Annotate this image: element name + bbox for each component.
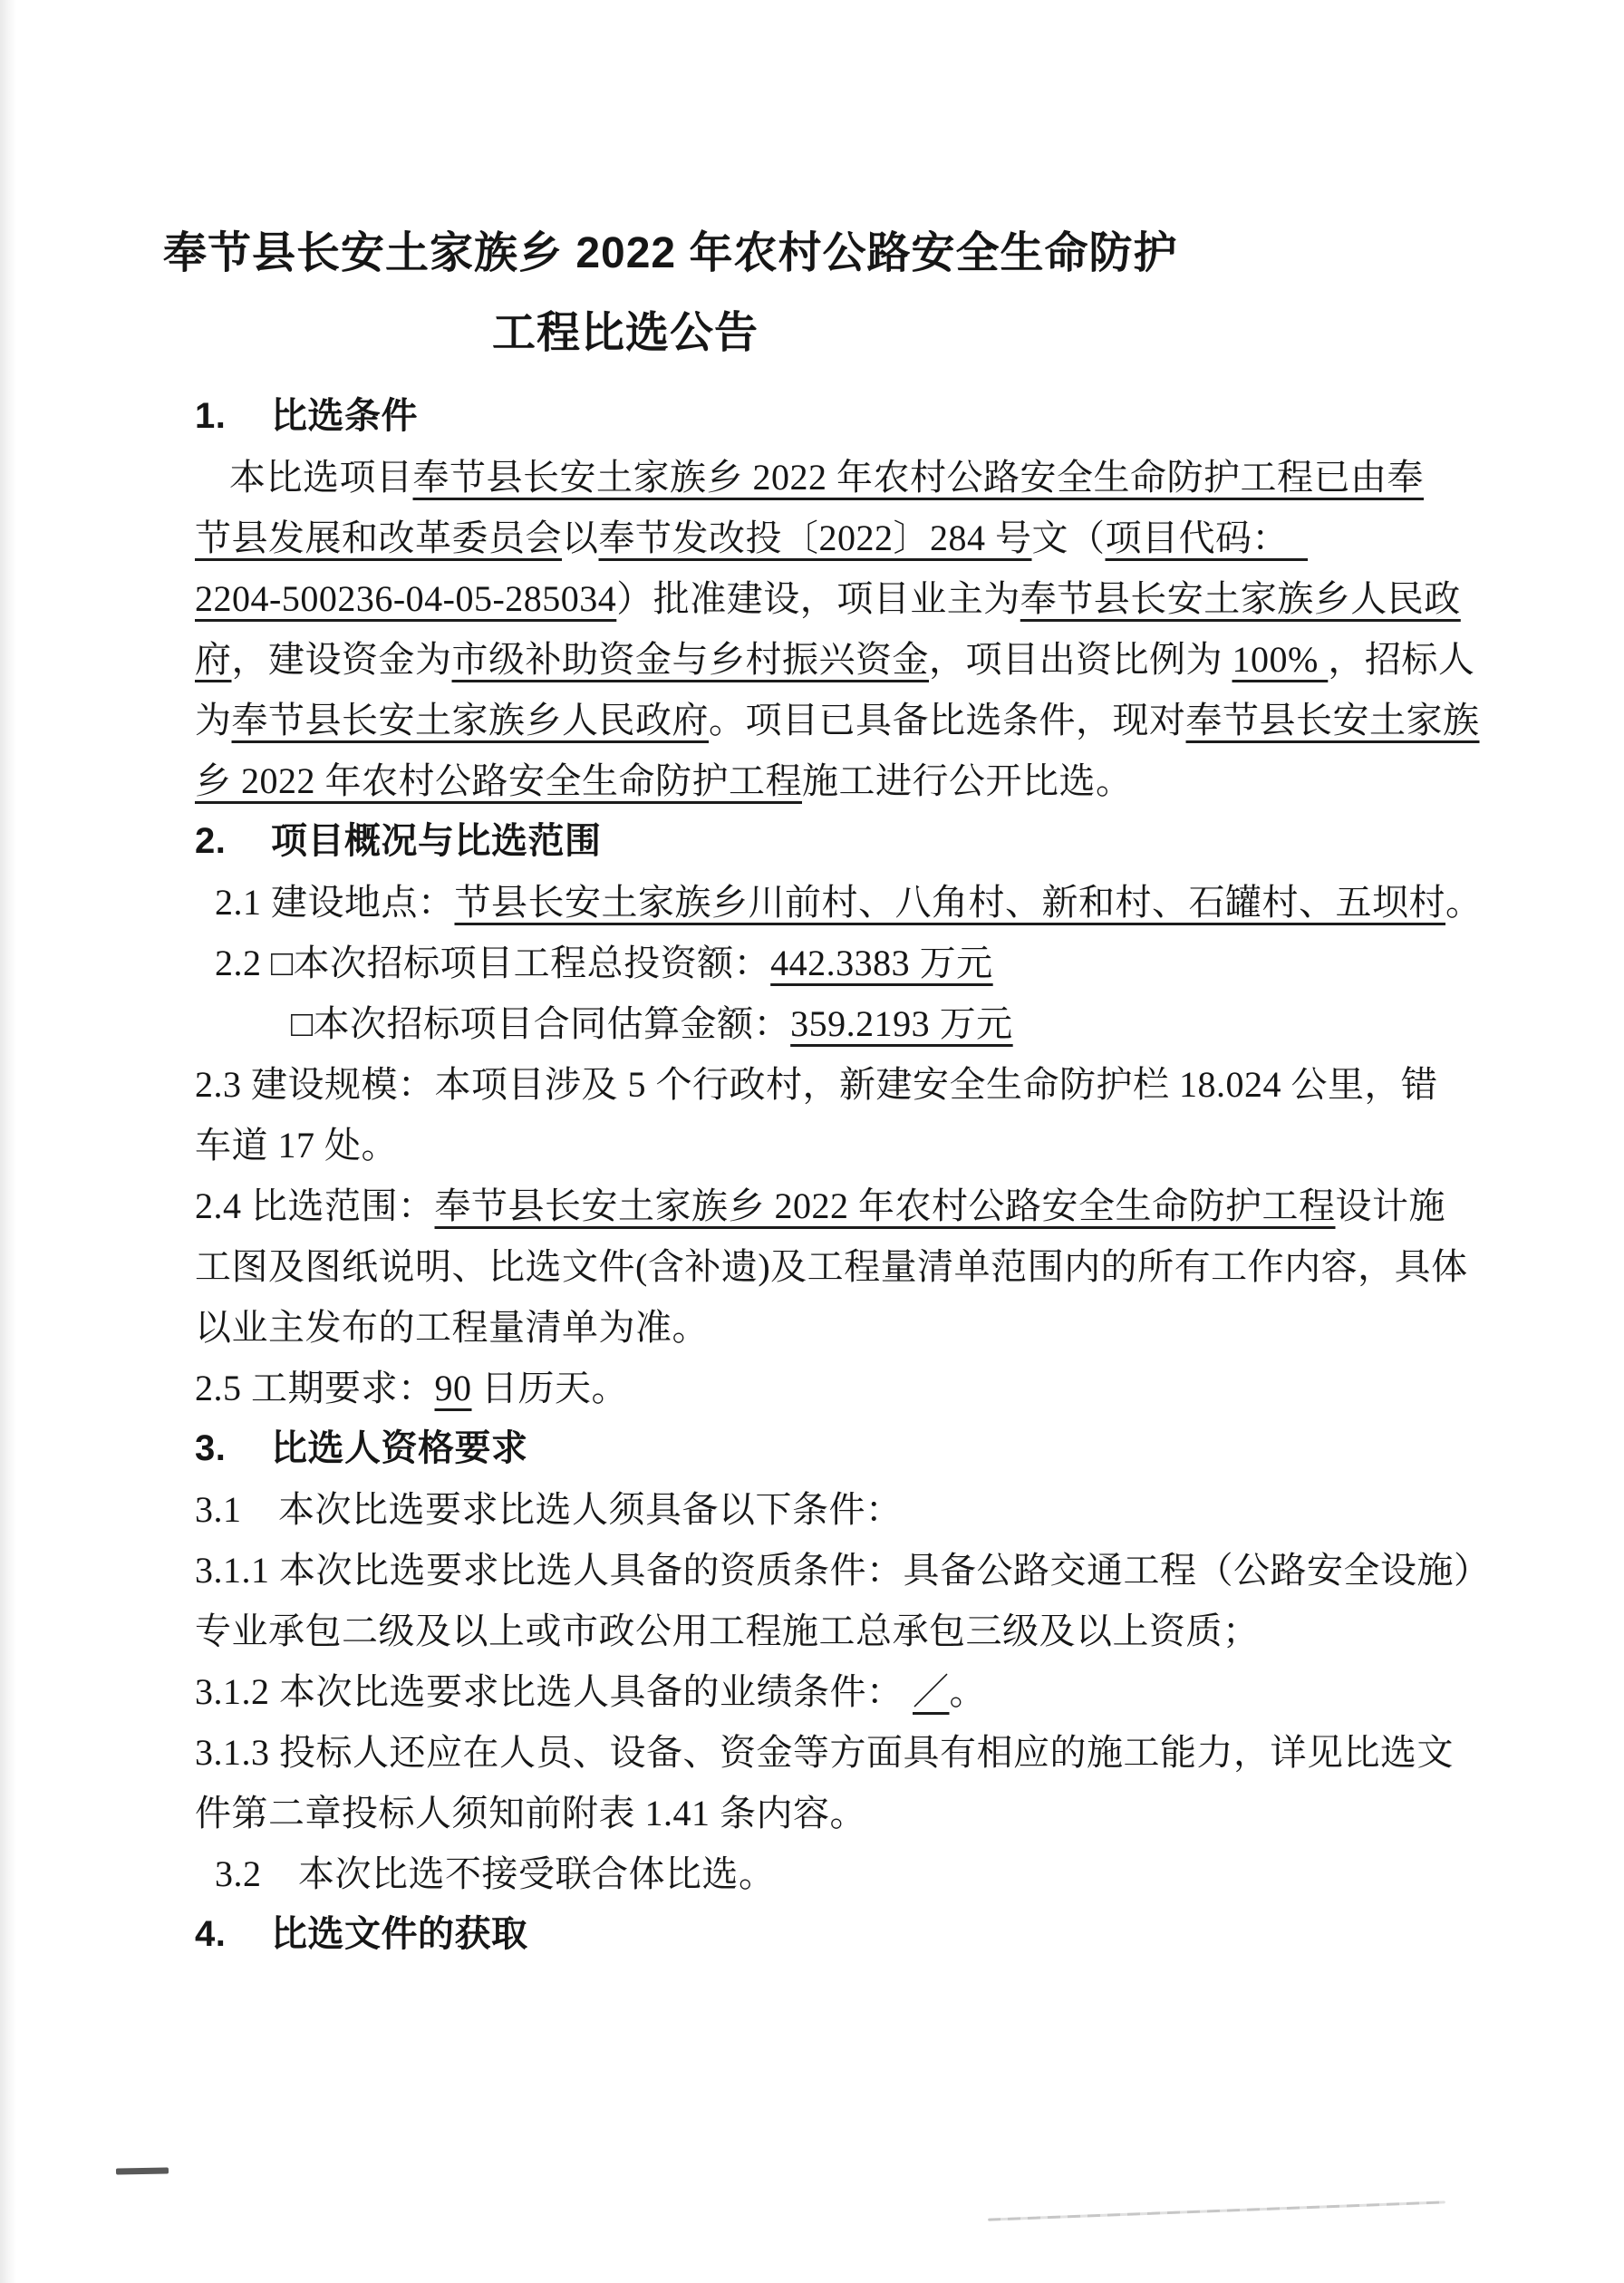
text-run: ，建设资金为 — [231, 639, 452, 680]
underlined-text: ／ — [913, 1671, 950, 1712]
paragraph-line — [195, 1358, 1533, 1418]
section-label: 比选条件 — [271, 396, 418, 436]
text-run: 施工进行公开比选。 — [802, 760, 1133, 801]
scan-edge-shadow — [0, 0, 16, 2283]
section-heading — [195, 811, 1533, 872]
underlined-text: 奉节县长安土家族乡 2022 年农村公路安全生命防护工程 — [434, 1185, 1336, 1226]
underlined-text: 2204-500236-04-05-285034 — [195, 578, 617, 619]
text-run: 3.1.1 本次比选要求比选人具备的资质条件：具备公路交通工程（公路安全设施） — [195, 1550, 1491, 1591]
paragraph-line — [195, 1661, 1533, 1722]
paragraph-line — [195, 872, 1533, 933]
paragraph-line — [195, 508, 1533, 568]
text-run: 以业主发布的工程量清单为准。 — [195, 1307, 709, 1348]
text-run: 车道 17 处。 — [195, 1125, 398, 1166]
text-run: ，招标人 — [1328, 639, 1475, 680]
underlined-text: 359.2193 万元 — [790, 1003, 1013, 1044]
document-title — [163, 0, 1178, 373]
text-run: ，项目出资比例为 — [929, 639, 1232, 680]
scan-artifact-line — [988, 2201, 1445, 2220]
paragraph-line — [195, 1783, 1533, 1843]
text-run: □本次招标项目合同估算金额： — [291, 1003, 791, 1044]
text-run: 专业承包二级及以上或市政公用工程施工总承包三级及以上资质； — [195, 1611, 1260, 1651]
section-heading — [195, 1418, 1533, 1479]
text-run: 2.4 比选范围： — [195, 1185, 435, 1226]
underlined-text: 奉节县长安土家族 — [1185, 700, 1480, 740]
paragraph-line — [195, 568, 1533, 629]
text-run: 2.2 □本次招标项目工程总投资额： — [215, 943, 771, 983]
paragraph-line — [195, 1115, 1533, 1175]
paragraph-line — [195, 690, 1533, 750]
text-run: 工图及图纸说明、比选文件(含补遗)及工程量清单范围内的所有工作内容，具体 — [195, 1246, 1468, 1287]
text-run: 3.2 本次比选不接受联合体比选。 — [215, 1853, 776, 1894]
paragraph-line — [195, 993, 1533, 1054]
paragraph-line — [195, 1479, 1533, 1540]
text-run: 设计施 — [1335, 1185, 1445, 1226]
section-number: 3. — [195, 1428, 227, 1468]
section-heading — [195, 386, 1533, 447]
text-run: 3.1.2 本次比选要求比选人具备的业绩条件： — [195, 1671, 913, 1712]
underlined-text: 市级补助资金与乡村振兴资金 — [451, 639, 929, 680]
title-line-1: 奉节县长安土家族乡 2022 年农村公路安全生命防护 — [163, 229, 1178, 277]
section-number: 1. — [195, 396, 227, 436]
paragraph-line — [195, 750, 1533, 811]
section-heading — [195, 1904, 1533, 1965]
text-run: 日历天。 — [471, 1368, 628, 1408]
underlined-text: 90 — [434, 1368, 472, 1408]
text-run: 。项目已具备比选条件，现对 — [709, 700, 1186, 740]
underlined-text: 奉节县长安土家族乡 2022 年农村公路安全生命防护工程已由奉 — [412, 457, 1424, 498]
scan-artifact-dash — [116, 2167, 169, 2174]
underlined-text: 奉节县长安土家族乡人民政 — [1020, 578, 1461, 619]
paragraph-line — [195, 629, 1533, 690]
section-label: 比选人资格要求 — [271, 1428, 528, 1468]
section-number: 2. — [195, 821, 227, 861]
paragraph-line — [195, 1297, 1533, 1358]
paragraph-line — [195, 1722, 1533, 1783]
underlined-text: 奉节县长安土家族乡人民政府 — [231, 700, 709, 740]
section-label: 项目概况与比选范围 — [271, 821, 602, 861]
paragraph-line — [195, 1236, 1533, 1297]
text-run: 2.1 建设地点： — [215, 882, 455, 923]
text-run: 3.1 本次比选要求比选人须具备以下条件： — [195, 1489, 903, 1530]
underlined-text: 442.3383 万元 — [770, 943, 993, 983]
paragraph-line — [195, 1601, 1533, 1661]
paragraph-line — [195, 933, 1533, 993]
section-label: 比选文件的获取 — [271, 1914, 528, 1954]
text-run: 。 — [949, 1671, 986, 1712]
underlined-text: 节县发展和改革委员会 — [195, 518, 562, 558]
underlined-text: 乡 2022 年农村公路安全生命防护工程 — [195, 760, 802, 801]
paragraph-line — [195, 1054, 1533, 1115]
text-run: 以 — [562, 518, 599, 558]
text-run: 2.3 建设规模：本项目涉及 5 个行政村，新建安全生命防护栏 18.024 公里，错 — [195, 1064, 1438, 1105]
text-run: 文（ — [1031, 518, 1106, 558]
text-run: 件第二章投标人须知前附表 1.41 条内容。 — [195, 1793, 866, 1833]
underlined-text: 100% — [1232, 639, 1329, 680]
paragraph-line — [195, 1540, 1533, 1601]
paragraph-line — [195, 1843, 1533, 1904]
paragraph-line — [195, 1175, 1533, 1236]
document-body — [195, 386, 1533, 1965]
text-run: 为 — [195, 700, 232, 740]
text-run: ）批准建设，项目业主为 — [616, 578, 1020, 619]
text-run: 3.1.3 投标人还应在人员、设备、资金等方面具有相应的施工能力，详见比选文 — [195, 1732, 1454, 1773]
paragraph-line — [195, 447, 1533, 508]
text-run: 。 — [1445, 882, 1483, 923]
underlined-text: 节县长安土家族乡川前村、八角村、新和村、石罐村、五坝村 — [454, 882, 1445, 923]
text-run: 2.5 工期要求： — [195, 1368, 435, 1408]
underlined-text: 奉节发改投〔2022〕284 号 — [598, 518, 1032, 558]
text-run: 本比选项目 — [229, 457, 413, 498]
section-number: 4. — [195, 1914, 227, 1954]
title-line-2: 工程比选公告 — [491, 309, 759, 357]
underlined-text: 府 — [195, 639, 232, 680]
underlined-text: 项目代码： — [1105, 518, 1308, 558]
